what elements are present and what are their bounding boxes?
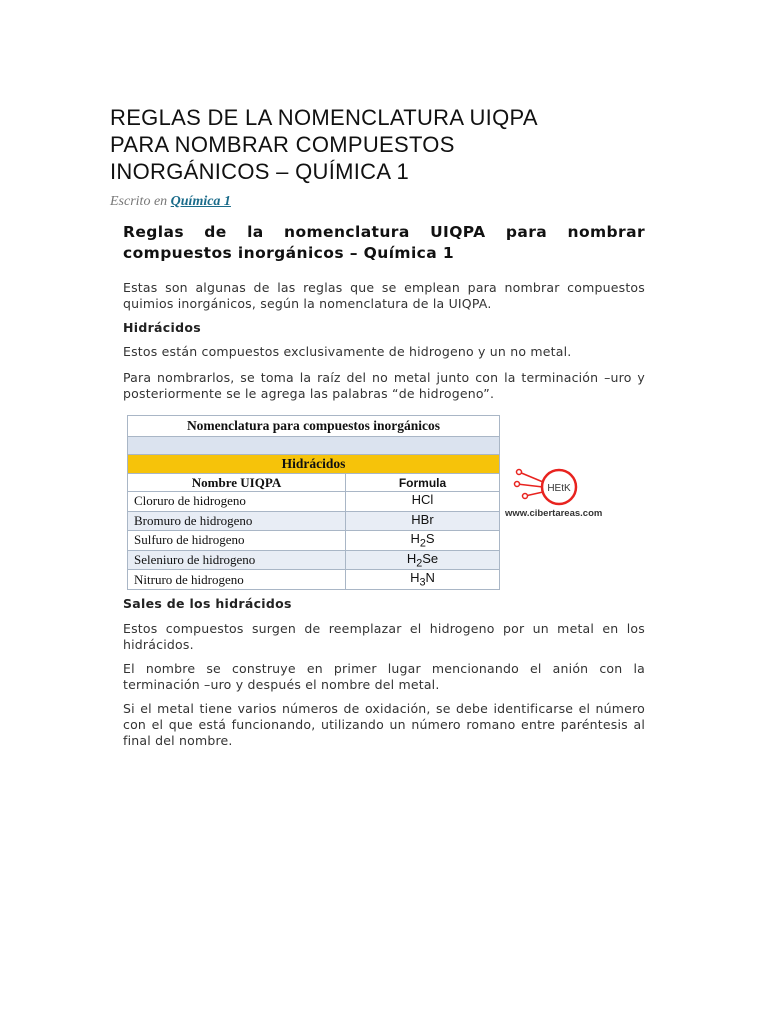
compound-formula: $H_2S$ bbox=[346, 531, 500, 551]
compound-name: Cloruro de hidrogeno bbox=[128, 492, 346, 512]
sales-paragraph-1: Estos compuestos surgen de reemplazar el hidrogeno por un metal en los hidrácidos. bbox=[123, 621, 645, 652]
compound-name: Bromuro de hidrogeno bbox=[128, 511, 346, 531]
nomenclature-table bbox=[127, 415, 500, 590]
nomenclature-figure bbox=[123, 415, 645, 590]
table-blank-row bbox=[128, 437, 500, 455]
written-in-label: Escrito en bbox=[110, 194, 168, 209]
compound-name: Nitruro de hidrogeno bbox=[128, 570, 346, 590]
table-row bbox=[128, 492, 500, 512]
table-row bbox=[128, 570, 500, 590]
compound-formula: $H_3N$ bbox=[346, 570, 500, 590]
hidracidos-paragraph-1: Estos están compuestos exclusivamente de hidrogeno y un no metal. bbox=[123, 344, 572, 359]
article-title: Reglas de la nomenclatura UIQPA para nombrar compuestos inorgánicos – Química 1 bbox=[123, 223, 645, 262]
sales-paragraph-3: Si el metal tiene varios números de oxidación, se debe identificarse el número con el que está funcionando, utilizando un número romano entre paréntesis al final del nombre. bbox=[123, 701, 645, 748]
intro-paragraph: Estas son algunas de las reglas que se emplean para nombrar compuestos quimios inorgánicos, según la nomenclatura de la UIQPA. bbox=[123, 280, 645, 311]
compound-name: Sulfuro de hidrogeno bbox=[128, 531, 346, 551]
compound-formula: HCl bbox=[346, 492, 500, 512]
post-meta bbox=[110, 194, 231, 210]
table-title: Nomenclatura para compuestos inorgánicos bbox=[128, 416, 500, 437]
sales-paragraph-2: El nombre se construye en primer lugar mencionando el anión con la terminación –uro y después el nombre del metal. bbox=[123, 661, 645, 692]
page-title-line: PARA NOMBRAR COMPUESTOS bbox=[110, 132, 455, 157]
table-row bbox=[128, 531, 500, 551]
cibertareas-logo-icon bbox=[505, 460, 645, 530]
logo-caption: www.cibertareas.com bbox=[505, 508, 603, 519]
column-header-name: Nombre UIQPA bbox=[128, 474, 346, 492]
page-title bbox=[110, 104, 670, 185]
logo-text: HEtK bbox=[547, 483, 571, 494]
table-row bbox=[128, 511, 500, 531]
hidracidos-heading: Hidrácidos bbox=[123, 320, 201, 335]
table-row bbox=[128, 550, 500, 570]
page-title-line: REGLAS DE LA NOMENCLATURA UIQPA bbox=[110, 105, 538, 130]
category-link[interactable]: Química 1 bbox=[170, 194, 231, 209]
compound-name: Seleniuro de hidrogeno bbox=[128, 550, 346, 570]
sales-heading: Sales de los hidrácidos bbox=[123, 596, 292, 611]
compound-formula: $H_2Se$ bbox=[346, 550, 500, 570]
compound-formula: HBr bbox=[346, 511, 500, 531]
article-body bbox=[123, 222, 645, 749]
page-title-line: INORGÁNICOS – QUÍMICA 1 bbox=[110, 159, 410, 184]
column-header-formula: Formula bbox=[346, 474, 500, 492]
table-section-header: Hidrácidos bbox=[128, 455, 500, 474]
hidracidos-paragraph-2: Para nombrarlos, se toma la raíz del no metal junto con la terminación –uro y posteriormente se le agrega las palabras “de hidrogeno”. bbox=[123, 370, 645, 401]
